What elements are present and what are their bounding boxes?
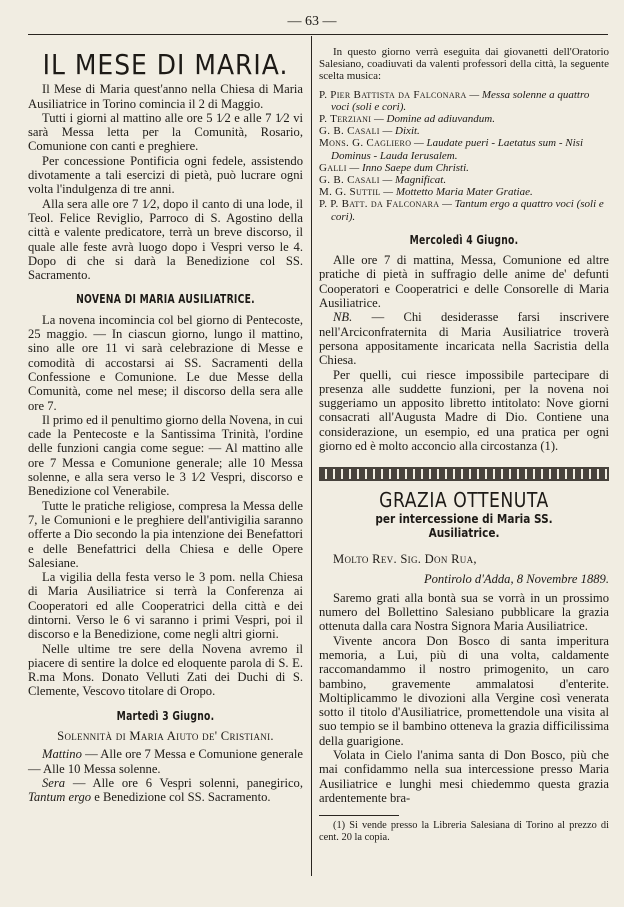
grazia-subtitle: per intercessione di Maria SS. Ausiliatrice. xyxy=(375,510,553,540)
mattino-line xyxy=(28,747,303,776)
sera-text-a: — Alle ore 6 Vespri solenni, panegirico, xyxy=(65,775,303,790)
date-line: Pontirolo d'Adda, 8 Novembre 1889. xyxy=(423,572,609,587)
nb-label: NB. xyxy=(333,310,353,325)
paragraph: Il Mese di Maria quest'anno nella Chiesa di Maria Ausiliatrice in Torino comincia il 2 di Maggio. xyxy=(28,82,303,111)
sera-text-b: e Benedizione col SS. Sacramento. xyxy=(91,790,271,805)
paragraph: Il primo ed il penultimo giorno della Novena, in cui cade la Pentecoste e la Santissima Trinità, l'ordine delle funzioni cangia come segue: — Al mattino alle ore 7 Messa e Comunione generale; alle 10 Messa solenne, e alla sera verso le 3 1⁄2 Vespri, discorso e Benedizione col Venerabile. xyxy=(28,412,303,499)
nb-text: — Chi desiderasse farsi inscrivere nell'Arciconfraternita di Maria Ausiliatrice troverà persona appositamente incaricata nella Sacristia della Chiesa. xyxy=(319,310,609,368)
right-column xyxy=(319,38,609,844)
music-list xyxy=(319,89,609,223)
music-item: G. B. Casali — Dixit. xyxy=(319,125,420,138)
article-title: IL MESE DI MARIA. xyxy=(42,48,289,81)
mattino-text: — Alle ore 7 Messa e Comunione generale — Alle 10 Messa solenne. xyxy=(28,747,303,776)
header-rule xyxy=(28,34,608,35)
music-item: P. Pier Battista da Falconara — Messa solenne a quattro voci (soli e cori). xyxy=(319,88,590,113)
page-number: — 63 — xyxy=(287,14,337,29)
sera-tantum: Tantum ergo xyxy=(28,790,92,805)
music-item: G. B. Casali — Magnificat. xyxy=(319,174,447,187)
music-item: Galli — Inno Saepe dum Christi. xyxy=(319,161,469,174)
paragraph: Alle ore 7 di mattina, Messa, Comunione ed altre pratiche di pietà in suffragio delle anime de' defunti Cooperatori e Cooperatrici e delle Consorelle di Maria Ausiliatrice. xyxy=(319,253,609,311)
mattino-label: Mattino xyxy=(42,747,82,762)
music-item: P. Terziani — Domine ad adiuvandum. xyxy=(319,113,495,126)
paragraph: Nelle ultime tre sere della Novena avremo il piacere di sentire la dolce ed eloquente parola di S. E. R.ma Mons. Donato Velluti Zati dei Duchi di S. Clemente, Vescovo titolare di Oropo. xyxy=(28,641,303,699)
music-item: P. P. Batt. da Falconara — Tantum ergo a quattro voci (soli e cori). xyxy=(319,198,604,223)
decorative-divider xyxy=(319,467,609,481)
novena-title: NOVENA DI MARIA AUSILIATRICE. xyxy=(76,291,255,307)
paragraph: Saremo grati alla bontà sua se vorrà in un prossimo numero del Bollettino Salesiano pubblicare la grazia ottenuta dalla cara Nostra Signora Maria Ausiliatrice. xyxy=(319,590,609,634)
nb-paragraph xyxy=(319,310,609,367)
paragraph: Tutti i giorni al mattino alle ore 5 1⁄2 e alle 7 1⁄2 vi sarà Messa letta per la Comunità, Rosario, Comunione con canti e preghiere. xyxy=(28,110,303,154)
column-divider xyxy=(311,36,312,876)
paragraph: Vivente ancora Don Bosco di santa imperitura memoria, a Lui, più di una volta, caldamente raccomandammo il nostro primogenito, un caro bambino, gravemente ammalatosi d'enterite. Moltiplicammo le divozioni alla Vergine così venerata sotto il titolo d'Ausiliatrice, promettendole una visita al suo tempio se il bambino otteneva la grazia difficilissima della guarigione. xyxy=(319,633,609,748)
footnote-rule xyxy=(319,815,399,816)
music-intro: In questo giorno verrà eseguita dai giovanetti dell'Oratorio Salesiano, coadiuvati da valenti professori della città, la seguente scelta musica: xyxy=(319,46,609,83)
paragraph: Volata in Cielo l'anima santa di Don Bosco, più che mai confidammo nella sua intercessione presso Maria Ausiliatrice e lunghi mesi chiedemmo questa grazia ardentemente bra- xyxy=(319,748,609,805)
paragraph: Alla sera alle ore 7 1⁄2, dopo il canto di una lode, il Teol. Felice Reviglio, Parroco di S. Agostino della città e valente predicatore, terrà un breve discorso, il quale alle feste avrà luogo dopo i Vespri verso le 4. Dopo di che si darà la Benedizione col SS. Sacramento. xyxy=(28,196,303,283)
paragraph: La vigilia della festa verso le 3 pom. nella Chiesa di Maria Ausiliatrice si terrà la Conferenza ai Cooperatori ed alle Cooperatrici della città e dei dintorni. Verso le 6 vi saranno i primi Vespri, poi il discorso e la Benedizione, come negli altri giorni. xyxy=(28,570,303,642)
paragraph: Tutte le pratiche religiose, compresa la Messa delle 7, le Comunioni e le preghiere dell'antivigilia saranno offerte a Dio secondo la pia intenzione dei Benefattori e delle Benefattrici della Chiesa e delle Opere Salesiane. xyxy=(28,498,303,570)
paragraph: Per concessione Pontificia ogni fedele, assistendo divotamente a tali esercizi di pietà, può lucrare ogni volta l'indulgenza di tre anni. xyxy=(28,153,303,197)
music-item: M. G. Suttil — Mottetto Maria Mater Gratiae. xyxy=(319,186,533,199)
music-item: Mons. G. Cagliero — Laudate pueri - Laetatus sum - Nisi Dominus - Lauda Ierusalem. xyxy=(319,137,584,162)
salutation: Molto Rev. Sig. Don Rua, xyxy=(333,552,477,567)
left-column xyxy=(28,38,303,805)
sera-label: Sera xyxy=(42,775,66,790)
sera-line xyxy=(28,776,303,805)
mercoledi-heading: Mercoledì 4 Giugno. xyxy=(409,231,519,247)
grazia-title: GRAZIA OTTENUTA xyxy=(379,488,549,513)
martedi-heading: Martedì 3 Giugno. xyxy=(116,707,215,723)
paragraph: La novena incomincia col bel giorno di Pentecoste, 25 maggio. — In ciascun giorno, lungo il mattino, sino alle ore 11 vi sarà celebrazione di Messe e comodità di accostarsi ai SS. Sacramenti della Confessione e Comunione. Le due Messe della Comunità, come nel mese; il discorso della sera alle ore 7. xyxy=(28,312,303,413)
paragraph: Per quelli, cui riesce impossibile partecipare di presenza alle suddette funzioni, per la novena noi suggeriamo un apposito libretto intitolato: Nove giorni consacrati all'Augusta Madre di Dio. Contiene una considerazione, un esempio, ed una pratica per ogni giorno ed è molto acconcio alla circostanza (1). xyxy=(319,367,609,453)
solennita-heading: Solennità di Maria Aiuto de' Cristiani. xyxy=(57,729,274,744)
footnote: (1) Si vende presso la Libreria Salesiana di Torino al prezzo di cent. 20 la copia. xyxy=(319,820,609,844)
